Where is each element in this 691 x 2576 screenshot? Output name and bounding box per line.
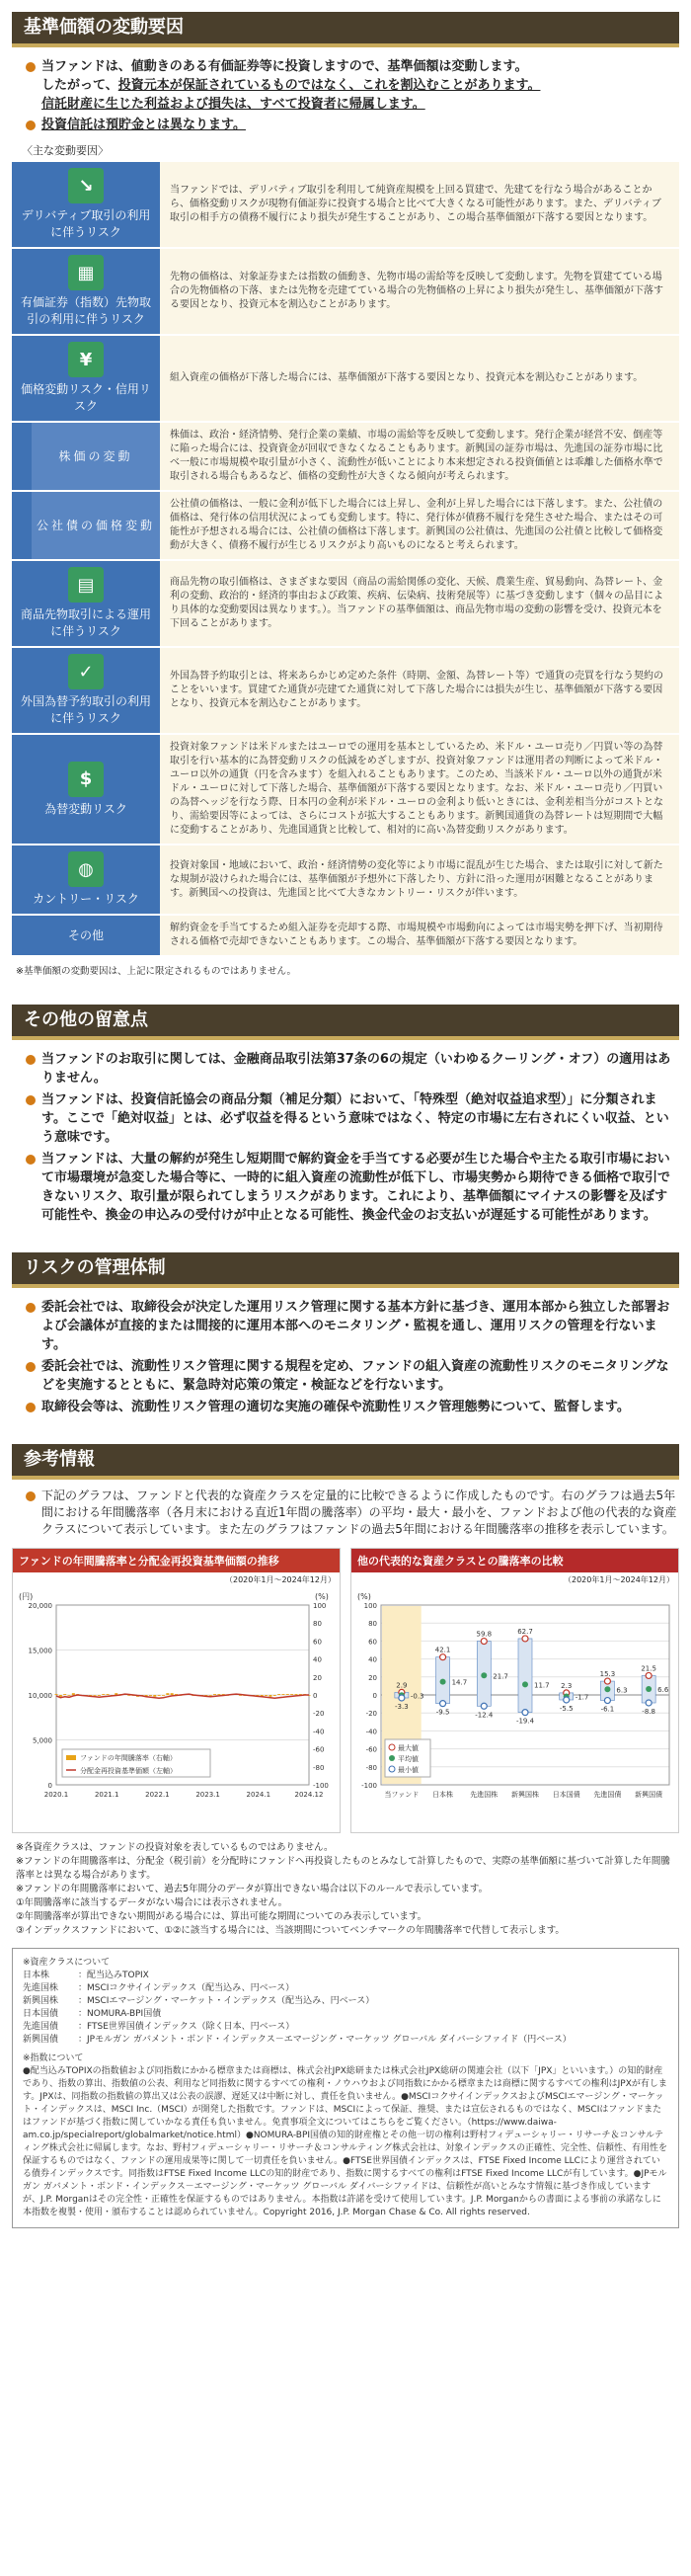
source-row: 新興国株 ：MSCIエマージング・マーケット・インデックス（配当込み、円ベース）: [23, 1996, 375, 2006]
min-marker: [522, 1710, 528, 1716]
return-bar: [158, 1695, 161, 1696]
risk-description: 当ファンドでは、デリバティブ取引を利用して純資産規模を上回る買建で、先建てを行なう場合があることから、価格変動リスクが現物有価証券に投資する場合と比べて大きくなる可能性があります。また、デリバティブ取引の相手方の債務不履行により損失が発生することがあり、この場合基準価額が下落する要因となります。: [160, 162, 679, 248]
return-bar: [269, 1695, 271, 1697]
avg-label: 6.6: [657, 1685, 669, 1694]
charts-row: [12, 1548, 679, 1833]
bullet-text: したがって、: [41, 78, 118, 93]
y-tick: -100: [361, 1782, 377, 1790]
source-class: 新興国債: [23, 2035, 59, 2045]
y-tick-right: -20: [313, 1710, 325, 1719]
min-label: -5.5: [559, 1705, 574, 1714]
y-tick-right: 0: [313, 1692, 318, 1700]
risk-row: [12, 845, 679, 915]
min-label: -19.4: [515, 1717, 535, 1726]
y-tick-left: 15,000: [28, 1647, 52, 1655]
avg-label: 14.7: [451, 1678, 468, 1687]
risk-label: [12, 248, 160, 335]
risk-spacer: [12, 491, 32, 560]
management-item: 委託会社では、流動性リスク管理に関する規程を定め、ファンドの組入資産の流動性リスクのモニタリングなどを実施するとともに、緊急時対応策の策定・検証などを行ないます。: [26, 1357, 679, 1395]
x-tick: 先進国債: [593, 1791, 622, 1799]
min-marker: [399, 1695, 405, 1701]
risk-label: [12, 734, 160, 845]
return-bar: [68, 1695, 71, 1696]
legend-max-swatch: [389, 1744, 395, 1750]
commodity-icon: ▤: [68, 567, 104, 603]
max-marker: [481, 1639, 487, 1645]
max-label: 21.5: [641, 1664, 656, 1673]
note-item: 当ファンドは、大量の解約が発生し短期間で解約資金を手当てする必要が生じた場合や主たる取引市場において市場環境が急変した場合等に、一時的に組入資産の流動性が低下し、市場実勢から期待できる価格で取引できないリスク、取引量が限られてしまうリスクがあります。これにより、基準価額にマイナスの影響を及ぼす可能性や、換金の申込みの受付けが中止となる可能性、換金代金のお支払いが遅延する可能性があります。: [26, 1150, 679, 1225]
max-label: 59.8: [476, 1630, 493, 1639]
risk-label-text: 株価の変動: [58, 448, 133, 463]
y-tick-right: 100: [313, 1602, 327, 1610]
bullet-text-underline: 信託財産に生じた利益および損失は、すべて投資者に帰属します。: [41, 97, 425, 112]
source-rows: [23, 1970, 668, 2047]
risk-label-text: 為替変動リスク: [44, 801, 127, 816]
return-bar: [209, 1695, 212, 1696]
min-label: -6.1: [600, 1705, 615, 1714]
y-tick-right: -100: [313, 1782, 329, 1790]
source-class: 先進国株: [23, 1983, 59, 1993]
avg-marker: [481, 1672, 487, 1678]
risk-description: 株価は、政治・経済情勢、発行企業の業績、市場の需給等を反映して変動します。発行企業が経営不安、倒産等に陥った場合には、投資資金が回収できなくなることもあります。新興国の証券市場は、先進国の証券市場に比べ一般に市場規模や取引量が小さく、流動性が低いことにより本来想定される投資価値とは乖離した価格水準で取引される場合もあるなど、価格の変動性が大きくなる傾向が考えられます。: [160, 422, 679, 491]
y-axis-label: (%): [357, 1592, 371, 1601]
source-index: NOMURA-BPI国債: [87, 2009, 162, 2019]
note-item: 当ファンドのお取引に関しては、金融商品取引法第37条の6の規定（いわゆるクーリング・オフ）の適用はありません。: [26, 1050, 679, 1087]
chart-footnotes: [16, 1841, 679, 1938]
risk-row: [12, 248, 679, 335]
legend-nav: 分配金再投資基準価額（左軸）: [80, 1767, 177, 1775]
risk-label-text: デリバティブ取引の利用に伴うリスク: [21, 208, 151, 239]
min-marker: [646, 1700, 652, 1706]
source-row: 先進国債 ：FTSE世界国債インデックス（除く日本、円ベース）: [23, 2022, 295, 2032]
x-tick: 先進国株: [470, 1791, 499, 1799]
source-row: 日本株 ：配当込みTOPIX: [23, 1971, 149, 1980]
max-label: 62.7: [517, 1627, 533, 1636]
chart-right-subtitle: （2020年1月～2024年12月）: [564, 1575, 674, 1584]
source-index: MSCIコクサイインデックス（配当込み、円ベース）: [87, 1983, 295, 1993]
x-tick: 2024.12: [294, 1791, 324, 1799]
risk-label-text: 価格変動リスク・信用リスク: [21, 382, 151, 413]
risk-bullets: [26, 57, 679, 134]
chart-down-icon: ↘: [68, 168, 104, 203]
source-row: 先進国株 ：MSCIコクサイインデックス（配当込み、円ベース）: [23, 1983, 295, 1993]
chart-right: [350, 1548, 679, 1833]
risk-label-text: その他: [67, 927, 104, 942]
return-bar: [98, 1695, 101, 1696]
source-class: 先進国債: [23, 2022, 59, 2032]
risk-subheading: 〈主な変動要因〉: [22, 144, 109, 157]
y-tick-right: -60: [313, 1745, 325, 1754]
reference-text: 下記のグラフは、ファンドと代表的な資産クラスを定量的に比較できるように作成したものです。右のグラフは過去5年間における年間騰落率（各月末における直近1年間の騰落率）の平均・最大・最小を、ファンドおよび他の代表的な資産クラスについて表示しています。また左のグラフはファンドの過去5年間における年間騰落率の推移を表示しています。: [26, 1488, 679, 1538]
avg-label: -0.3: [410, 1692, 424, 1701]
risk-row: [12, 491, 679, 560]
min-marker: [440, 1701, 446, 1707]
risk-label-text: カントリー・リスク: [33, 892, 139, 906]
risk-label: [32, 491, 160, 560]
return-bar: [290, 1694, 293, 1695]
management-item: 取締役会等は、流動性リスク管理の適切な実施の確保や流動性リスク管理態勢について、監督します。: [26, 1398, 679, 1416]
avg-marker: [604, 1686, 610, 1692]
legend-avg-swatch: [389, 1755, 395, 1761]
min-marker: [564, 1697, 570, 1703]
chart-left-subtitle: （2020年1月～2024年12月）: [225, 1575, 336, 1584]
chart-right-title: 他の代表的な資産クラスとの騰落率の比較: [351, 1549, 678, 1572]
price-icon: ¥: [68, 342, 104, 377]
legend-min-swatch: [389, 1766, 395, 1772]
y-tick: 60: [368, 1638, 377, 1647]
footnote: ③インデックスファンドにおいて、①②に該当する場合には、当該期間についてベンチマークの年間騰落率で代替して表示します。: [16, 1925, 565, 1936]
return-bar: [149, 1695, 152, 1696]
bullet-deposit: [26, 116, 679, 134]
index-heading: ※指数について: [23, 2053, 84, 2063]
x-tick: 2022.1: [145, 1791, 170, 1799]
y-tick-right: 20: [313, 1673, 322, 1682]
return-bar: [102, 1694, 105, 1695]
return-bar: [153, 1695, 156, 1697]
risk-description: 解約資金を手当てするため組入証券を売却する際、市場規模や市場動向によっては市場実勢を押下げ、当初期待される価格で売却できないこともあります。この場合、基準価額が下落する要因となります。: [160, 915, 679, 956]
source-row: 新興国債 ：JPモルガン ガバメント・ボンド・インデックス－エマージング・マーケッツ グローバル ダイバーシファイド（円ベース）: [23, 2035, 572, 2045]
return-bar: [107, 1694, 110, 1695]
return-bar: [265, 1695, 268, 1696]
x-tick: 新興国株: [511, 1791, 539, 1799]
max-label: 2.3: [561, 1681, 573, 1690]
return-bar: [213, 1694, 216, 1695]
risk-label: [12, 647, 160, 734]
range-bar: [518, 1639, 532, 1713]
index-icon: ▦: [68, 255, 104, 290]
y-tick-right: 60: [313, 1638, 322, 1647]
x-tick: 日本国債: [552, 1791, 580, 1799]
risk-row: [12, 335, 679, 422]
min-label: -12.4: [475, 1711, 494, 1720]
legend-min: 最小値: [398, 1766, 419, 1774]
y-tick: 40: [368, 1655, 377, 1664]
return-bar: [166, 1693, 169, 1695]
x-tick: 2023.1: [195, 1791, 220, 1799]
x-tick: 日本株: [432, 1791, 454, 1799]
y-tick: 20: [368, 1673, 377, 1682]
source-index: 配当込みTOPIX: [87, 1971, 149, 1980]
risk-description: 組入資産の価格が下落した場合には、基準価額が下落する要因となり、投資元本を割込むことがあります。: [160, 335, 679, 422]
source-index: JPモルガン ガバメント・ボンド・インデックス－エマージング・マーケッツ グローバル ダイバーシファイド（円ベース）: [87, 2035, 572, 2045]
y-tick-left: 5,000: [32, 1736, 52, 1745]
min-label: -9.5: [435, 1708, 450, 1717]
y-tick-left: 0: [47, 1782, 52, 1790]
return-bar: [94, 1695, 97, 1696]
chart-left: [12, 1548, 341, 1833]
min-marker: [604, 1698, 610, 1704]
source-class: 新興国株: [23, 1996, 59, 2006]
x-tick: 2021.1: [94, 1791, 119, 1799]
y-tick: 80: [368, 1620, 377, 1629]
bullet-text-underline: 投資信託は預貯金とは異なります。: [41, 118, 246, 132]
y-tick-right: 80: [313, 1620, 322, 1629]
footnote: ②年間騰落率が算出できない期間がある場合には、算出可能な期間についてのみ表示しています。: [16, 1911, 427, 1922]
return-bar: [294, 1694, 297, 1695]
return-bar: [281, 1694, 284, 1695]
footnote: ※ファンドの年間騰落率において、過去5年間分のデータが算出できない場合は以下のルールで表示しています。: [16, 1884, 489, 1894]
index-body: ●配当込みTOPIXの指数値および同指数にかかる標章または商標は、株式会社JPX総研または株式会社JPX総研の関連会社（以下「JPX」といいます。）の知的財産であり、指数の算出、指数値の公表、利用など同指数に関するすべての権利・ノウハウおよび同指数にかかる標章または商標に関するすべての権利はJPXが有します。JPXは、同指数の指数値の算出又は公表の誤謬、遅延又は中断に対し、責任を負いません。●MSCIコクサイインデックスおよびMSCIエマージング・マーケット・インデックスは、MSCI Inc.（MSCI）が開発した指数です。ファンドは、MSCIによって保証、推奨、または宣伝されるものではなく、MSCIはファンドまたはファンドが基づく指数に関していかなる責任も負いません。免責事項全文についてはこちらをご覧ください。（https://www.daiwa-am.co.jp/specialreport/globalmarket/notice.html）●NOMURA-BPI国債の知的財産権とその他一切の権利は野村フィデューシャリー・リサーチ＆コンサルティング株式会社に帰属します。なお、野村フィデューシャリー・リサーチ＆コンサルティング株式会社は、対象インデックスの正確性、完全性、信頼性、有用性を保証するものではなく、ファンドの運用成果等に関して一切責任を負いません。●FTSE世界国債インデックスは、FTSE Fixed Income LLCにより運営されている債券インデックスです。同指数はFTSE Fixed Income LLCの知的財産であり、指数に関するすべての権利はFTSE Fixed Income LLCが有しています。●JPモルガン ガバメント・ボンド・インデックス－エマージング・マーケッツ グローバル ダイバーシファイドは、信頼性が高いとみなす情報に基づき作成していますが、J.P. Morganはその完全性・正確性を保証するものではありません。本指数は許諾を受けて使用しています。J.P. Morganからの書面による事前の承諾なしに本指数を複製・使用・頒布することは認められていません。Copyright 2016, J.P. Morgan Chase & Co. All rights reserved.: [23, 2066, 667, 2217]
y-axis-right-label: (%): [315, 1592, 329, 1601]
risk-description: 投資対象ファンドは米ドルまたはユーロでの運用を基本としているため、米ドル・ユーロ売り／円買い等の為替取引を行い基本的に為替変動リスクの低減をめざしますが、投資対象ファンドは運用者の判断によって米ドル・ユーロ以外の通貨（円を含みます）を組入れることもあります。このため、当該米ドル・ユーロ以外の通貨が米ドル・ユーロに対して下落した場合、基準価額が下落する要因となります。なお、米ドル・ユーロ売り／円買いの為替ヘッジを行なう際、日本円の金利が米ドル・ユーロの金利より低いときには、金利差相当分がコストとなり、需給要因等によっては、さらにコストが拡大することもあります。新興国通貨の為替レートは短期間で大幅に変動することがあり、先進国通貨と比較して、相対的に高い為替変動リスクがあります。: [160, 734, 679, 845]
section-header-management: リスクの管理体制: [12, 1252, 679, 1284]
x-tick: 新興国債: [635, 1791, 663, 1799]
risk-label: [12, 915, 160, 956]
risk-row: [12, 915, 679, 956]
max-label: 15.3: [599, 1670, 616, 1679]
risk-table: [12, 162, 679, 957]
return-bar: [162, 1695, 165, 1696]
y-tick: -80: [365, 1763, 377, 1772]
risk-description: 公社債の価格は、一般に金利が低下した場合には上昇し、金利が上昇した場合には下落します。また、公社債の価格は、発行体の信用状況によっても変動します。特に、発行体が債務不履行を発生させた場合、またはその可能性が予想される場合には、公社債の価格は下落します。新興国の公社債は、先進国の公社債と比較して価格変動が大きく、債務不履行が生じるリスクがより高いものになると考えられます。: [160, 491, 679, 560]
section-header-risk: 基準価額の変動要因: [12, 12, 679, 43]
return-bar: [72, 1693, 75, 1695]
y-tick: -20: [365, 1710, 377, 1719]
avg-label: 11.7: [534, 1681, 550, 1690]
y-axis-left-label: (円): [19, 1592, 34, 1601]
source-box: [12, 1948, 679, 2228]
risk-description: 投資対象国・地域において、政治・経済情勢の変化等により市場に混乱が生じた場合、または取引に対して新たな規制が設けられた場合には、基準価額が予想外に下落したり、方針に沿った運用が困難となることがあります。新興国への投資は、先進国と比べて大きなカントリー・リスクが伴います。: [160, 845, 679, 915]
risk-label: [12, 162, 160, 248]
min-label: -8.8: [642, 1708, 655, 1717]
x-tick: 2020.1: [43, 1791, 69, 1799]
range-chart: [351, 1587, 678, 1829]
y-tick-right: 40: [313, 1655, 322, 1664]
risk-description: 商品先物の取引価格は、さまざまな要因（商品の需給関係の変化、天候、農業生産、貿易動向、為替レート、金利の変動、政治的・経済的事由および政策、疾病、伝染病、技術発展等）に基づき変動します（個々の品目により具体的な変動要因は異なります。）。当ファンドの基準価額は、商品先物市場の変動の影響を受け、投資元本を下回ることがあります。: [160, 560, 679, 647]
risk-label-text: 商品先物取引による運用に伴うリスク: [20, 607, 151, 638]
max-marker: [604, 1678, 610, 1684]
min-label: -3.3: [395, 1703, 409, 1712]
return-bar: [273, 1695, 276, 1696]
y-tick-left: 20,000: [28, 1602, 52, 1610]
legend-return: ファンドの年間騰落率（右軸）: [80, 1754, 177, 1762]
return-bar: [277, 1694, 280, 1695]
fx-icon: $: [68, 762, 104, 797]
source-heading: ※資産クラスについて: [23, 1958, 111, 1968]
source-class: 日本国債: [23, 2009, 59, 2019]
risk-row: [12, 422, 679, 491]
source-index: MSCIエマージング・マーケット・インデックス（配当込み、円ベース）: [87, 1996, 375, 2006]
avg-label: 21.7: [493, 1672, 508, 1681]
risk-row: [12, 560, 679, 647]
min-marker: [481, 1703, 487, 1709]
y-tick: 0: [372, 1692, 377, 1700]
max-label: 42.1: [434, 1646, 451, 1654]
risk-description: 先物の価格は、対象証券または指数の価動き、先物市場の需給等を反映して変動します。先物を買建てている場合の先物価格の下落、または先物を売建てている場合の先物価格の上昇により損失が発生し、基準価額が下落する要因となり、投資元本を割込むことがあります。: [160, 248, 679, 335]
return-bar: [63, 1694, 66, 1695]
risk-label-text: 公社債の価格変動: [36, 518, 155, 532]
line-chart: [13, 1587, 340, 1829]
footnote: ※各資産クラスは、ファンドの投資対象を表しているものではありません。: [16, 1842, 334, 1853]
avg-marker: [646, 1686, 652, 1692]
max-marker: [440, 1654, 446, 1660]
return-bar: [286, 1694, 289, 1695]
avg-label: -1.7: [575, 1693, 589, 1702]
risk-row: [12, 647, 679, 734]
risk-description: 外国為替予約取引とは、将来あらかじめ定めた条件（時期、金額、為替レート等）で通貨の売買を行なう契約のことをいいます。買建てた通貨が売建てた通貨に対して下落した場合には損失が生じ、基準価額が下落する要因となり、投資元本を割込むことがあります。: [160, 647, 679, 734]
return-bar: [217, 1694, 220, 1695]
note-item: 当ファンドは、投資信託協会の商品分類（補足分類）において、「特殊型（絶対収益追求型）」に分類されます。ここで「絶対収益」とは、必ず収益を得るという意味ではなく、特定の市場に左右されにくい収益、という意味です。: [26, 1090, 679, 1147]
y-tick-left: 10,000: [28, 1692, 52, 1700]
risk-label-text: 有価証券（指数）先物取引の利用に伴うリスク: [20, 295, 151, 326]
y-tick-right: -40: [313, 1728, 325, 1736]
legend-swatch-return: [66, 1755, 76, 1760]
y-tick: -40: [365, 1728, 377, 1736]
bullet-text: 当ファンドは、値動きのある有価証券等に投資しますので、基準価額は変動します。: [41, 59, 528, 74]
risk-label-text: 外国為替予約取引の利用に伴うリスク: [20, 694, 151, 725]
max-label: 2.9: [396, 1681, 408, 1690]
avg-label: 6.3: [616, 1686, 628, 1695]
risk-label: [32, 422, 160, 491]
risk-label: [12, 335, 160, 422]
risk-label: [12, 560, 160, 647]
check-icon: ✓: [68, 654, 104, 689]
bullet-text-underline: 投資元本が保証されているものではなく、これを割込むことがあります。: [117, 78, 541, 93]
return-bar: [171, 1693, 174, 1695]
risk-spacer: [12, 422, 32, 491]
max-marker: [646, 1672, 652, 1678]
source-row: 日本国債 ：NOMURA-BPI国債: [23, 2009, 162, 2019]
risk-label: [12, 845, 160, 915]
notes-list: [26, 1050, 679, 1225]
x-tick: 当ファンド: [384, 1791, 420, 1799]
risk-row: [12, 162, 679, 248]
legend-avg: 平均値: [398, 1755, 419, 1763]
section-header-reference: 参考情報: [12, 1444, 679, 1476]
source-index: FTSE世界国債インデックス（除く日本、円ベース）: [87, 2022, 295, 2032]
bullet-principal: [26, 57, 679, 114]
max-marker: [522, 1636, 528, 1642]
risk-note: ※基準価額の変動要因は、上記に限定されるものではありません。: [16, 966, 297, 977]
globe-icon: ◍: [68, 851, 104, 887]
legend-max: 最大値: [398, 1744, 419, 1752]
avg-marker: [440, 1679, 446, 1685]
risk-row: [12, 734, 679, 845]
source-class: 日本株: [23, 1971, 50, 1980]
footnote: ※ファンドの年間騰落率は、分配金（税引前）を分配時にファンドへ再投資したものとみなして計算したもので、実際の基準価額に基づいて計算した年間騰落率とは異なる場合があります。: [16, 1856, 670, 1881]
y-tick: -60: [365, 1745, 377, 1754]
y-tick-right: -80: [313, 1763, 325, 1772]
management-item: 委託会社では、取締役会が決定した運用リスク管理に関する基本方針に基づき、運用本部から独立した部署および会議体が直接的または間接的に運用本部へのモニタリング・監視を通し、運用リスクの管理を行ないます。: [26, 1298, 679, 1354]
chart-left-title: ファンドの年間騰落率と分配金再投資基準価額の推移: [13, 1549, 340, 1572]
footnote: ①年間騰落率に該当するデータがない場合には表示されません。: [16, 1897, 288, 1908]
x-tick: 2024.1: [246, 1791, 271, 1799]
avg-marker: [522, 1681, 528, 1687]
y-tick: 100: [363, 1602, 377, 1610]
return-bar: [55, 1694, 58, 1695]
management-list: [26, 1298, 679, 1416]
section-header-notes: その他の留意点: [12, 1005, 679, 1036]
